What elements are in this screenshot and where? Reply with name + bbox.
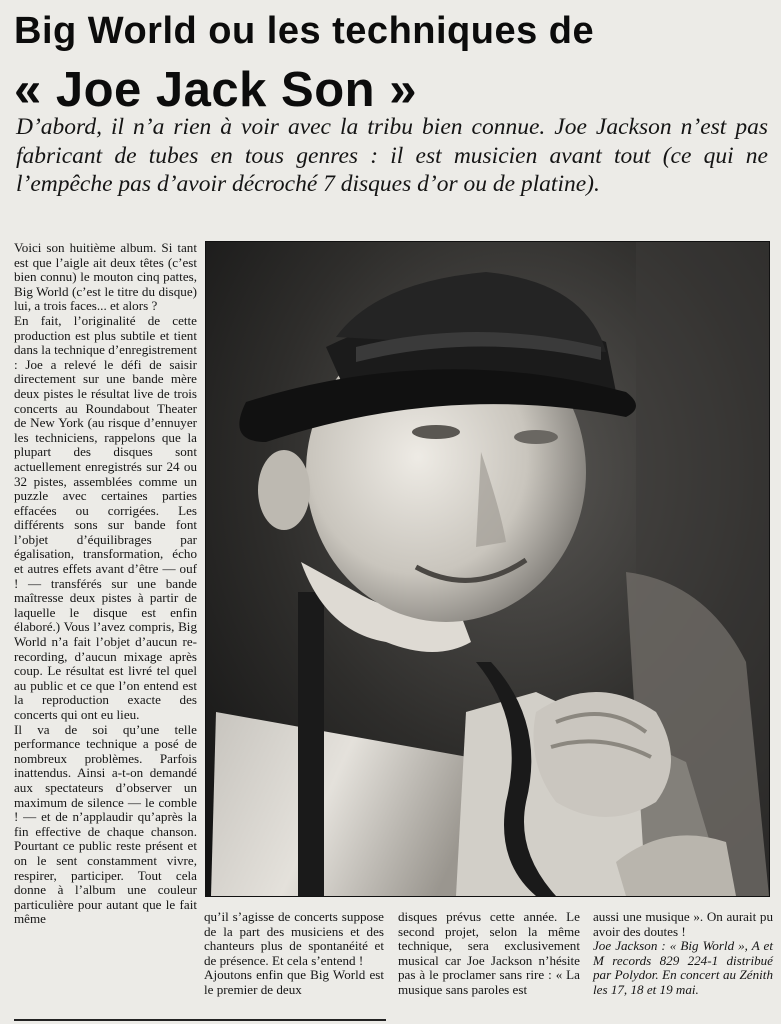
body-paragraph: aussi une musique ». On aurait pu avoir des doutes ! xyxy=(593,909,773,939)
article-column-2 xyxy=(204,910,384,1022)
article-column-1 xyxy=(14,241,197,1021)
album-credits: Joe Jackson : « Big World », A et M records 829 224-1 distribué par Polydor. En concert au Zénith les 17, 18 et 19 mai. xyxy=(593,938,773,997)
headline-line-1: Big World ou les techniques de xyxy=(14,10,595,52)
article-column-4 xyxy=(593,910,773,1022)
headline-line-2: « Joe Jack Son » xyxy=(14,63,417,117)
article-column-3 xyxy=(398,910,580,1022)
body-paragraph: En fait, l’originalité de cette production est plus subtile et tient dans la technique d’enregistrement : Joe a relevé le défi de saisir directement sur une bande mère deux pistes le résultat live de trois concerts au Roundabout Theater de New York (au risque d’ennuyer les techniciens, rappelons que la plupart des disques sont actuellement enregistrés sur 24 ou 32 pistes, assemblées comme un puzzle avec certaines parties effacées ou corrigées. Les différents sons sur bande font l’objet d’équilibrages par égalisation, transformation, écho et autres effets avant d’être — ouf ! — transférés sur une bande maîtresse deux pistes à partir de laquelle le disque est enfin élaboré.) Vous l’avez compris, Big World n’a fait l’objet d’aucun re-recording, d’aucun mixage après coup. Le résultat est livré tel quel au public et ce que l’on entend est la reproduction exacte des concerts qui ont eu lieu. xyxy=(14,312,197,722)
divider-rule xyxy=(14,1019,386,1021)
body-paragraph: Voici son huitième album. Si tant est que l’aigle ait deux têtes (c’est bien connu) le mouton cinq pattes, Big World (c’est le titre du disque) lui, a trois faces... et alors ? xyxy=(14,240,197,314)
body-paragraph: disques prévus cette année. Le second projet, selon la même technique, sera exclusivement musical car Joe Jackson n’hésite pas à le proclamer sans rire : « La musique sans paroles est xyxy=(398,909,580,997)
body-paragraph: Il va de soi qu’une telle performance technique a posé de nombreux problèmes. Parfois inattendus. Ainsi a-t-on demandé aux spectateurs d’observer un maximum de silence — le comble ! — et de n’applaudir qu’après la fin effective de chaque chanson. Pourtant ce public reste présent et on le sent constamment vivre, respirer, participer. Tout cela donne à l’album une couleur particulière pour autant que le fait même xyxy=(14,721,197,927)
body-paragraph: Ajoutons enfin que Big World est le premier de deux xyxy=(204,967,384,997)
intro-paragraph: D’abord, il n’a rien à voir avec la tribu bien connue. Joe Jackson n’est pas fabricant de tubes en tous genres : il est musicien avant tout (ce qui ne l’empêche pas d’avoir décroché 7 disques d’or ou de platine). xyxy=(16,114,768,197)
portrait-photo xyxy=(205,241,770,897)
body-paragraph: qu’il s’agisse de concerts suppose de la part des musiciens et des chanteurs plus de spontanéité et de présence. Et cela s’entend ! xyxy=(204,909,384,968)
